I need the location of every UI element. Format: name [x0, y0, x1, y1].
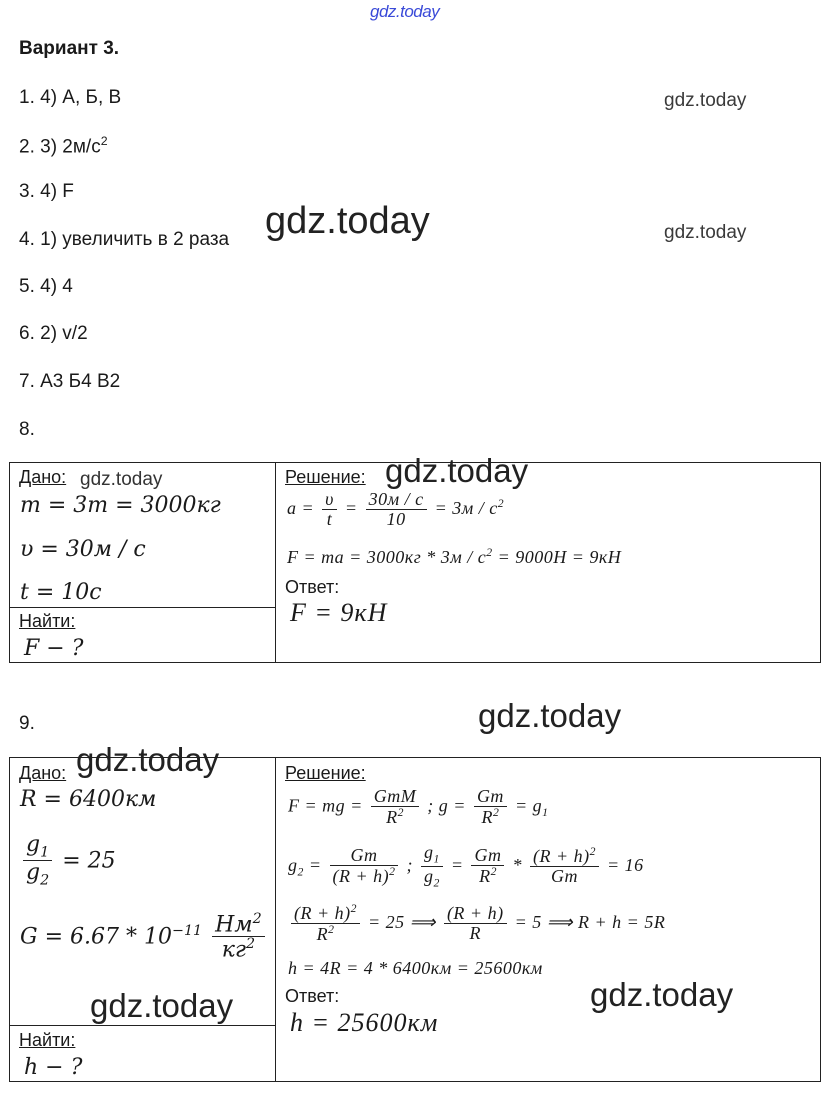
task9-line1 [288, 787, 548, 828]
g2-sub: 2 [40, 872, 50, 889]
task9-given-radius: R = 6400км [20, 787, 157, 812]
answer-4: 4. 1) увеличить в 2 раза [19, 229, 230, 250]
l2-star: * [512, 854, 522, 875]
task8-given-time: t = 10с [20, 580, 102, 605]
frac-num: Gm [474, 787, 507, 807]
task9-find: h − ? [24, 1055, 83, 1080]
num-text: (R + h) [294, 903, 351, 923]
task8-accel-formula [287, 490, 504, 530]
variant-title: Вариант 3. [19, 38, 120, 59]
frac-num: υ [322, 490, 337, 510]
frac-num [530, 846, 599, 867]
l2-a-sub: 2 [297, 865, 304, 879]
task8-answer-label: Ответ: [285, 577, 340, 597]
task8-f-sup: 2 [486, 546, 493, 559]
frac-num: GmM [371, 787, 420, 807]
num-text: g [423, 842, 434, 862]
task8-find: F − ? [24, 636, 84, 661]
task8-given-speed: υ = 30м / с [20, 537, 146, 562]
frac-num [291, 903, 360, 924]
den-sup: 2 [397, 805, 404, 819]
task8-given-label: Дано: [19, 467, 67, 487]
frac-num: (R + h) [444, 904, 507, 924]
answer-5: 5. 4) 4 [19, 276, 73, 297]
task8-solution-label: Решение: [285, 467, 366, 487]
l2-semicolon: ; [406, 854, 413, 875]
watermark: gdz.today [90, 987, 234, 1024]
frac-den: Gm [550, 866, 578, 887]
G-unit-den: кг [221, 937, 246, 963]
G-unit-num-sup: 2 [252, 911, 262, 927]
task9-answer: h = 25600км [290, 1008, 439, 1037]
G-value: G = 6.67 * 10 [20, 924, 172, 950]
task9-line4: h = 4R = 4 * 6400км = 25600км [288, 958, 543, 978]
l3-end: = 5 ⟹ R + h = 5R [514, 911, 666, 932]
den-sup: 2 [328, 922, 335, 936]
g2: g [26, 860, 41, 886]
g1-sub: 1 [40, 844, 50, 861]
frac-den: t [326, 508, 333, 529]
answer-7: 7. А3 Б4 В2 [19, 371, 121, 392]
task9-answer-label: Ответ: [285, 986, 340, 1006]
l1-b: ; g = [427, 795, 466, 816]
task8-f-line: F = ma = 3000кг * 3м / с [287, 547, 487, 567]
den-text: R [479, 866, 491, 887]
l2-frac1 [330, 846, 399, 887]
task8-answer: F = 9кН [290, 598, 388, 627]
den-sup: 2 [389, 865, 396, 879]
den-sup: 2 [493, 805, 500, 819]
frac-num [421, 843, 443, 867]
watermark: gdz.today [664, 222, 747, 243]
task8-a-frac2 [366, 490, 427, 530]
task8-a-rhs: = 3м / с [434, 497, 498, 518]
l2-frac2 [421, 843, 443, 890]
answer-6: 6. 2) v/2 [19, 323, 88, 344]
frac-den [291, 924, 360, 945]
num-sup: 2 [350, 902, 357, 915]
task9-label: 9. [19, 713, 35, 734]
task9-given-ratio [20, 833, 116, 890]
g1: g [26, 832, 41, 857]
task9-line2 [288, 843, 644, 890]
l1-c-sub: 1 [542, 806, 549, 820]
frac-den [474, 807, 507, 828]
task8-a-lhs: a = [287, 497, 315, 518]
task9-ratio-frac [23, 833, 52, 890]
task8-force-formula [287, 546, 621, 568]
frac-den [330, 866, 399, 887]
l2-frac3 [471, 846, 504, 887]
watermark-top: gdz.today [370, 2, 440, 21]
watermark: gdz.today [590, 976, 734, 1013]
num-sub: 1 [433, 852, 440, 866]
den-text: g [423, 865, 434, 886]
frac-den: 10 [386, 508, 406, 529]
frac-num: Gm [330, 846, 399, 866]
task8-a-rhs-sup: 2 [497, 496, 505, 510]
answer-1: 1. 4) А, Б, В [19, 87, 122, 108]
task9-given-G [20, 912, 268, 963]
l3-mid: = 25 ⟹ [367, 911, 436, 932]
den-text: (R + h) [332, 866, 390, 887]
num-text: (R + h) [532, 846, 590, 867]
l1-frac1 [371, 787, 420, 828]
frac-den: R [469, 922, 481, 943]
frac-num: Gm [471, 846, 504, 866]
den-sub: 2 [433, 876, 440, 890]
watermark: gdz.today [664, 90, 747, 111]
frac-den [421, 867, 443, 890]
watermark: gdz.today [478, 697, 622, 734]
l1-c: = g [514, 795, 543, 816]
task9-ratio-value: = 25 [62, 848, 116, 874]
l1-a: F = mg = [288, 795, 363, 816]
den-text: R [316, 923, 329, 944]
task9-find-label: Найти: [19, 1030, 76, 1050]
l2-a: g [288, 854, 298, 875]
G-unit-den-sup: 2 [245, 936, 256, 953]
frac-num [212, 912, 265, 937]
l2-b: = [308, 854, 322, 875]
watermark: gdz.today [76, 741, 220, 778]
frac-den [23, 861, 52, 889]
l2-end: = 16 [606, 854, 644, 875]
answer-8: 8. [19, 419, 35, 440]
den-sup: 2 [490, 865, 497, 879]
frac-num: 30м / с [366, 490, 427, 510]
task8-given-mass: m = 3т = 3000кг [20, 493, 221, 518]
answer-2-text: 2. 3) 2м/с [19, 136, 101, 158]
watermark: gdz.today [265, 200, 430, 242]
G-units [212, 912, 265, 963]
G-exp: −11 [171, 923, 203, 940]
frac-num [23, 833, 52, 861]
l3-frac2 [444, 904, 507, 944]
l2-frac4 [530, 846, 599, 887]
l1-frac2 [474, 787, 507, 828]
task9-given-label: Дано: [19, 763, 67, 783]
watermark: gdz.today [80, 469, 163, 490]
num-sup: 2 [589, 845, 596, 859]
answer-3: 3. 4) F [19, 181, 74, 202]
l3-frac1 [291, 903, 360, 945]
watermark: gdz.today [385, 452, 529, 489]
answer-2-sup: 2 [100, 134, 108, 148]
task9-line3 [288, 903, 665, 945]
den-text: R [386, 806, 398, 827]
frac-den [471, 866, 504, 887]
task8-a-eq: = [344, 497, 358, 518]
den-text: R [481, 806, 494, 827]
frac-den [371, 807, 420, 828]
task9-solution-label: Решение: [285, 763, 366, 783]
task8-find-label: Найти: [19, 611, 76, 631]
task8-a-frac1 [322, 490, 337, 530]
answer-2 [19, 134, 108, 158]
task8-f-end: = 9000Н = 9кН [497, 547, 622, 567]
G-unit-num: Нм [215, 912, 253, 938]
l2-eq: = [450, 854, 464, 875]
frac-den [212, 937, 265, 963]
